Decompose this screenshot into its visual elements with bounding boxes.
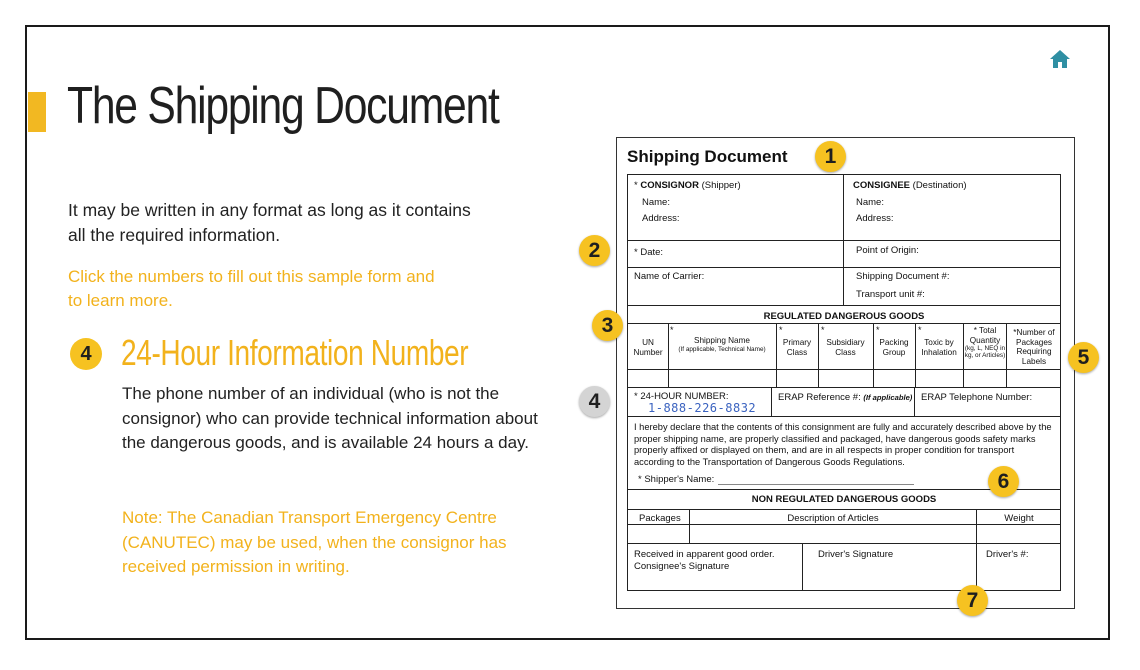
- badge-3-goods-table[interactable]: 3: [592, 310, 623, 341]
- description-label: Description of Articles: [787, 513, 879, 524]
- declaration-text: I hereby declare that the contents of this consignment are fully and accurately described above by the proper shipping name, are properly classified and packaged, have dangerous goods safety marks properly affixed or displayed on them, and are in all respects in proper condition for transport according to the Transportation of Dangerous Goods Regulations.: [634, 422, 1052, 467]
- badge-5-packages[interactable]: 5: [1068, 342, 1099, 373]
- col-un-number: UN Number: [633, 338, 663, 357]
- badge-6-declaration[interactable]: 6: [988, 466, 1019, 497]
- date-label: * Date:: [634, 247, 664, 258]
- col-toxic-inhalation: Toxic by Inhalation: [921, 338, 957, 357]
- col-shipping-name: Shipping Name (If applicable, Technical Name): [678, 336, 766, 353]
- driver-number-label: Driver's #:: [986, 549, 1029, 560]
- transport-unit-label: Transport unit #:: [856, 289, 925, 300]
- form-table: [627, 174, 1061, 591]
- consignee-signature-label: Consignee's Signature: [634, 561, 730, 572]
- col-subsidiary-class: Subsidiary Class: [826, 338, 865, 357]
- section-body: The phone number of an individual (who is not the consignor) who can provide technical information about the dangerous goods, and is available 24 hours a day.: [122, 384, 538, 452]
- section-number-badge: 4: [70, 338, 102, 370]
- origin-label: Point of Origin:: [856, 245, 919, 256]
- non-regulated-heading: NON REGULATED DANGEROUS GOODS: [751, 494, 937, 505]
- consignor-name-label: Name:: [642, 197, 670, 208]
- shipping-doc-number-label: Shipping Document #:: [856, 271, 950, 282]
- section-note: Note: The Canadian Transport Emergency Centre (CANUTEC) may be used, when the consignor has received permission in writing.: [122, 508, 507, 576]
- weight-label: Weight: [1004, 513, 1034, 524]
- col-packing-group: Packing Group: [879, 338, 909, 357]
- regulated-goods-heading: REGULATED DANGEROUS GOODS: [763, 311, 925, 322]
- hour-number-value: 1-888-226-8832: [648, 401, 757, 415]
- section-heading: 24-Hour Information Number: [121, 332, 469, 373]
- col-primary-class: Primary Class: [782, 338, 812, 357]
- badge-7-signatures[interactable]: 7: [957, 585, 988, 616]
- consignee-label: CONSIGNEE (Destination): [853, 180, 967, 191]
- badge-2-date[interactable]: 2: [579, 235, 610, 266]
- title-accent-bar: [28, 92, 46, 132]
- consignee-name-label: Name:: [856, 197, 884, 208]
- intro-text: It may be written in any format as long as it contains all the required information.: [68, 200, 471, 245]
- consignor-label: * CONSIGNOR (Shipper): [634, 180, 741, 191]
- col-number-packages: *Number of Packages Requiring Labels: [1013, 328, 1055, 366]
- erap-reference-label: ERAP Reference #: (If applicable): [778, 392, 913, 403]
- page-title: The Shipping Document: [67, 77, 499, 135]
- carrier-label: Name of Carrier:: [634, 271, 705, 282]
- hour-number-label: * 24-HOUR NUMBER:: [634, 391, 729, 402]
- driver-signature-label: Driver's Signature: [818, 549, 894, 560]
- erap-telephone-label: ERAP Telephone Number:: [921, 392, 1033, 403]
- shipper-name-label: * Shipper's Name:: [638, 474, 715, 485]
- consignee-address-label: Address:: [856, 213, 894, 224]
- badge-4-24-hour-number[interactable]: 4: [579, 386, 610, 417]
- instruction-text: Click the numbers to fill out this sample form and to learn more.: [68, 267, 435, 310]
- home-icon[interactable]: [1049, 49, 1071, 69]
- packages-label: Packages: [639, 513, 681, 524]
- received-label: Received in apparent good order.: [634, 549, 775, 560]
- col-total-quantity: * Total Quantity (kg, L, NEQ in kg, or Articles): [964, 326, 1006, 359]
- badge-1-form-title[interactable]: 1: [815, 141, 846, 172]
- form-title: Shipping Document: [627, 147, 788, 166]
- consignor-address-label: Address:: [642, 213, 680, 224]
